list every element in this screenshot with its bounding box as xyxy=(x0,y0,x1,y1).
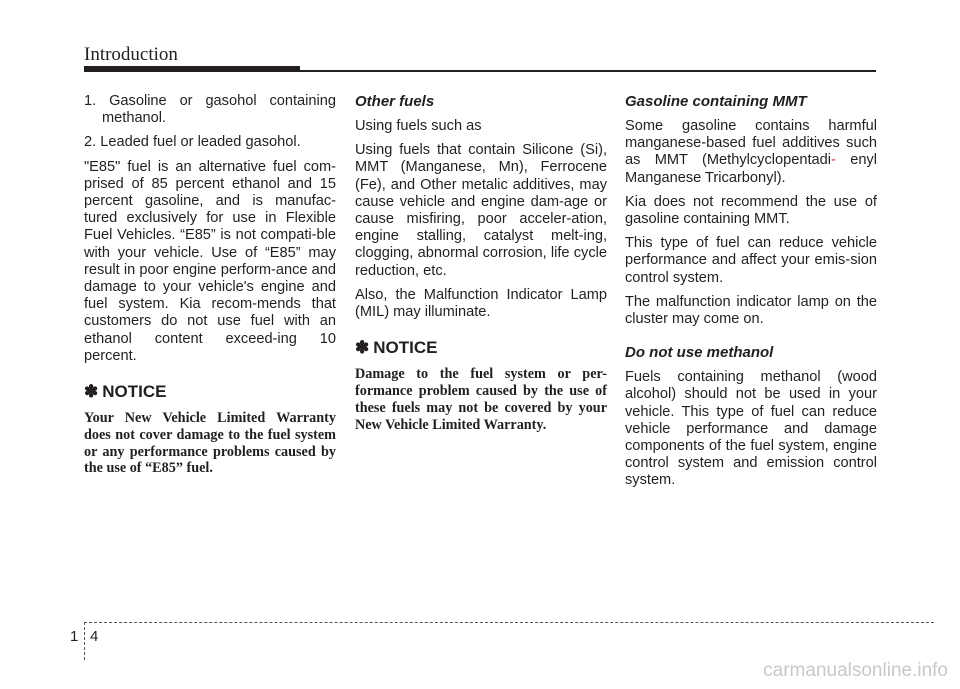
header-rule-thin xyxy=(300,70,876,72)
paragraph xyxy=(625,118,877,187)
paragraph: Using fuels that contain Silicone (Si), MMT (Manganese, Mn), Ferrocene (Fe), and Other metalic additives, may cause vehicle and engine dam-age or cause misfiring, poor acceler-ation, engine stalling, catalyst melt-ing, clogging, abnormal corrosion, life cycle reduction, etc. xyxy=(355,142,607,279)
section-heading-other-fuels: Other fuels xyxy=(355,93,435,110)
page-number: 4 xyxy=(90,628,99,645)
page-header-title: Introduction xyxy=(84,44,178,65)
column-left xyxy=(84,93,336,484)
notice-body: Your New Vehicle Limited Warranty does not cover damage to the fuel system or any performance problems caused by the use of “E85” fuel. xyxy=(84,410,336,477)
column-middle xyxy=(355,93,607,440)
hyphen-mark: - xyxy=(831,152,836,169)
column-right xyxy=(625,93,877,497)
footer-divider xyxy=(84,622,85,660)
paragraph: This type of fuel can reduce vehicle performance and affect your emis-sion control system. xyxy=(625,235,877,286)
asterisk-icon: ✽ xyxy=(84,382,99,402)
paragraph: Using fuels such as xyxy=(355,118,482,134)
paragraph: Kia does not recommend the use of gasoline containing MMT. xyxy=(625,193,877,228)
section-heading-methanol: Do not use methanol xyxy=(625,344,774,362)
paragraph: Fuels containing methanol (wood alcohol) should not be used in your vehicle. This type of fuel can reduce vehicle performance and damage components of the fuel system, engine control system and emission control system. xyxy=(625,369,877,489)
list-item-leaded-fuel: 2. Leaded fuel or leaded gasohol. xyxy=(84,134,301,151)
paragraph-text: enyl Manganese Tricarbonyl). xyxy=(625,152,877,186)
asterisk-icon: ✽ xyxy=(355,338,370,358)
notice-title: NOTICE xyxy=(373,338,438,358)
chapter-number: 1 xyxy=(70,628,79,645)
notice-body: Damage to the fuel system or per-formance problem caused by the use of these fuels may not be covered by your New Vehicle Limited Warranty. xyxy=(355,366,607,433)
paragraph: The malfunction indicator lamp on the cluster may come on. xyxy=(625,293,877,328)
list-item-gasohol: 1. Gasoline or gasohol containing methanol. xyxy=(84,93,336,127)
notice-heading xyxy=(355,338,607,358)
watermark: carmanualsonline.info xyxy=(763,660,948,681)
footer-rule xyxy=(84,622,934,623)
paragraph-text: Some gasoline contains harmful manganese-based fuel additives such as MMT (Methylcyclopentadi xyxy=(625,118,877,169)
header-rule-thick xyxy=(84,66,300,72)
e85-paragraph: "E85" fuel is an alternative fuel com-prised of 85 percent ethanol and 15 percent gasoline, and is manufac-tured exclusively for use in Flexible Fuel Vehicles. “E85” is not compati-ble with your vehicle. Use of “E85” may result in poor engine perform-ance and damage to your vehicle's engine and fuel system. Kia recom-mends that customers do not use fuel with an ethanol content exceed-ing 10 percent. xyxy=(84,158,336,364)
notice-title: NOTICE xyxy=(102,382,167,402)
paragraph: Also, the Malfunction Indicator Lamp (MIL) may illuminate. xyxy=(355,286,607,321)
notice-heading xyxy=(84,382,336,402)
section-heading-mmt: Gasoline containing MMT xyxy=(625,93,807,110)
